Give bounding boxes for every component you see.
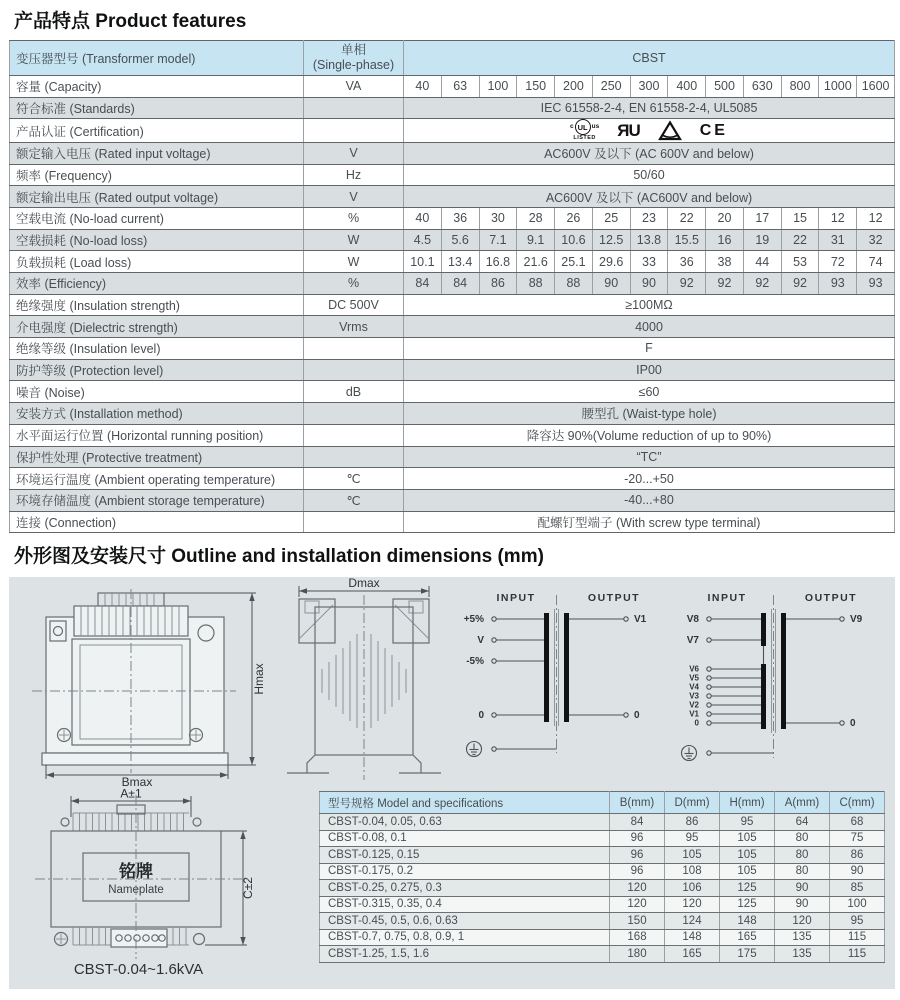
spec-row-unit — [304, 338, 404, 360]
model-cell: 125 — [720, 880, 775, 897]
spec-row-label: 额定输出电压 (Rated output voltage) — [10, 186, 304, 208]
model-cell: 95 — [665, 830, 720, 847]
model-header-cell: H(mm) — [720, 792, 775, 814]
cul-us-listed-icon — [570, 119, 599, 142]
model-cell: 148 — [665, 929, 720, 946]
spec-row-label: 噪音 (Noise) — [10, 381, 304, 403]
spec-span-value: 降容达 90%(Volume reduction of up to 90%) — [404, 424, 895, 446]
outline-panel — [9, 577, 895, 989]
spec-row-unit — [304, 97, 404, 119]
model-cell: 105 — [720, 863, 775, 880]
spec-row — [10, 119, 895, 143]
wiring1-input-terminal: -5% — [466, 656, 484, 667]
spec-span-value: IP00 — [404, 359, 895, 381]
front-view-height-label: Hmax — [252, 663, 266, 695]
spec-cell: 15 — [781, 207, 819, 229]
spec-cell: 92 — [706, 273, 744, 295]
certification-logos — [404, 119, 895, 143]
wiring2-input-terminal: V2 — [689, 700, 699, 710]
spec-row-label: 容量 (Capacity) — [10, 76, 304, 98]
spec-span-value: IEC 61558-2-4, EN 61558-2-4, UL5085 — [404, 97, 895, 119]
spec-row — [10, 359, 895, 381]
wiring2-input-terminal: V6 — [689, 664, 699, 674]
wiring-diagram-multi — [669, 585, 889, 770]
spec-cell: 63 — [441, 76, 479, 98]
spec-cell: 7.1 — [479, 229, 517, 251]
ground-icon — [467, 742, 482, 757]
spec-span-value: “TC” — [404, 446, 895, 468]
spec-span-value: F — [404, 338, 895, 360]
model-cell: 165 — [665, 946, 720, 963]
spec-cell: 12.5 — [592, 229, 630, 251]
spec-row — [10, 316, 895, 338]
spec-span-value: -40...+80 — [404, 489, 895, 511]
wiring-diagram-single — [454, 585, 669, 770]
ground-icon — [682, 746, 697, 761]
model-cell: CBST-1.25, 1.5, 1.6 — [320, 946, 610, 963]
model-cell: 120 — [775, 913, 830, 930]
spec-row — [10, 338, 895, 360]
spec-row-label: 空载损耗 (No-load loss) — [10, 229, 304, 251]
spec-span-value: ≥100MΩ — [404, 294, 895, 316]
spec-cell: 25 — [592, 207, 630, 229]
model-cell: 80 — [775, 830, 830, 847]
model-cell: 105 — [720, 830, 775, 847]
spec-row — [10, 468, 895, 490]
spec-cell: 1000 — [819, 76, 857, 98]
model-cell: 90 — [775, 896, 830, 913]
spec-cell: 88 — [517, 273, 555, 295]
spec-cell: 26 — [555, 207, 593, 229]
wiring2-input-terminal: V4 — [689, 682, 699, 692]
wiring2-input-terminal: V8 — [686, 614, 699, 625]
spec-cell: 28 — [517, 207, 555, 229]
wiring1-output-terminal: 0 — [634, 710, 640, 721]
model-cell: 115 — [830, 929, 885, 946]
spec-cell: 29.6 — [592, 251, 630, 273]
nameplate-label-cn: 铭牌 — [119, 862, 153, 881]
ul-circle: UL — [575, 119, 591, 135]
spec-cell: 250 — [592, 76, 630, 98]
spec-cell: 100 — [479, 76, 517, 98]
spec-cell: 10.6 — [555, 229, 593, 251]
spec-table-body — [10, 41, 895, 533]
model-row — [320, 847, 885, 864]
spec-header-unit-line: 单相 — [340, 43, 366, 57]
spec-row — [10, 294, 895, 316]
spec-row-unit — [304, 359, 404, 381]
model-cell: 96 — [610, 863, 665, 880]
spec-row-unit: DC 500V — [304, 294, 404, 316]
model-table — [319, 791, 885, 963]
model-cell: 108 — [665, 863, 720, 880]
spec-cell: 92 — [781, 273, 819, 295]
model-cell: 120 — [610, 880, 665, 897]
spec-row-label: 介电强度 (Dielectric strength) — [10, 316, 304, 338]
spec-row-unit — [304, 403, 404, 425]
model-cell: 165 — [720, 929, 775, 946]
model-header-row — [320, 792, 885, 814]
spec-row-unit: Vrms — [304, 316, 404, 338]
spec-header-unit — [304, 41, 404, 76]
cul-row — [570, 119, 599, 135]
model-cell: CBST-0.125, 0.15 — [320, 847, 610, 864]
model-cell: 168 — [610, 929, 665, 946]
cul-listed: LISTED — [573, 135, 596, 142]
model-cell: 175 — [720, 946, 775, 963]
spec-row-unit: W — [304, 229, 404, 251]
spec-span-value: 配螺钉型端子 (With screw type terminal) — [404, 511, 895, 533]
spec-row-unit: dB — [304, 381, 404, 403]
spec-cell: 400 — [668, 76, 706, 98]
spec-cell: 36 — [668, 251, 706, 273]
spec-row — [10, 251, 895, 273]
spec-row — [10, 403, 895, 425]
wiring2-output-terminal: 0 — [850, 718, 856, 729]
spec-row — [10, 164, 895, 186]
spec-row-unit — [304, 119, 404, 143]
model-cell: CBST-0.45, 0.5, 0.6, 0.63 — [320, 913, 610, 930]
triangle-cert-icon — [658, 120, 682, 142]
spec-cell: 19 — [743, 229, 781, 251]
spec-cell: 9.1 — [517, 229, 555, 251]
model-cell: 80 — [775, 863, 830, 880]
spec-cell: 86 — [479, 273, 517, 295]
spec-row-label: 绝缘强度 (Insulation strength) — [10, 294, 304, 316]
spec-span-value: AC600V 及以下 (AC 600V and below) — [404, 142, 895, 164]
model-row — [320, 880, 885, 897]
wiring1-output-title: OUTPUT — [587, 592, 641, 604]
wiring1-input-terminal: V — [477, 635, 484, 646]
model-cell: 135 — [775, 946, 830, 963]
spec-row-label: 产品认证 (Certification) — [10, 119, 304, 143]
spec-cell: 22 — [668, 207, 706, 229]
model-row — [320, 863, 885, 880]
spec-row-label: 防护等级 (Protection level) — [10, 359, 304, 381]
spec-cell: 32 — [857, 229, 895, 251]
spec-row — [10, 142, 895, 164]
spec-cell: 93 — [857, 273, 895, 295]
model-cell: 64 — [775, 814, 830, 831]
spec-cell: 20 — [706, 207, 744, 229]
spec-row — [10, 424, 895, 446]
model-cell: 90 — [775, 880, 830, 897]
spec-cell: 92 — [743, 273, 781, 295]
model-cell: 124 — [665, 913, 720, 930]
cul-c: c — [570, 123, 574, 131]
model-cell: 96 — [610, 847, 665, 864]
wiring2-output-title: OUTPUT — [804, 592, 858, 604]
wiring2-output-terminal: V9 — [850, 614, 863, 625]
certification-logo-row — [406, 119, 892, 142]
spec-row-unit: ℃ — [304, 489, 404, 511]
spec-cell: 150 — [517, 76, 555, 98]
spec-cell: 88 — [555, 273, 593, 295]
model-cell: 150 — [610, 913, 665, 930]
spec-cell: 30 — [479, 207, 517, 229]
spec-row — [10, 76, 895, 98]
spec-row-label: 保护性处理 (Protective treatment) — [10, 446, 304, 468]
model-cell: CBST-0.315, 0.35, 0.4 — [320, 896, 610, 913]
spec-row-label: 绝缘等级 (Insulation level) — [10, 338, 304, 360]
top-view-height-label: C±2 — [241, 877, 255, 899]
spec-cell: 500 — [706, 76, 744, 98]
model-cell: 68 — [830, 814, 885, 831]
spec-cell: 84 — [404, 273, 442, 295]
model-cell: 106 — [665, 880, 720, 897]
model-cell: 115 — [830, 946, 885, 963]
model-cell: 105 — [720, 847, 775, 864]
top-view-drawing — [21, 789, 256, 967]
wiring2-input-terminal: 0 — [694, 718, 699, 728]
wiring1-input-title: INPUT — [496, 592, 536, 604]
spec-cell: 16 — [706, 229, 744, 251]
spec-span-value: AC600V 及以下 (AC600V and below) — [404, 186, 895, 208]
model-header-cell: A(mm) — [775, 792, 830, 814]
spec-row-label: 环境存储温度 (Ambient storage temperature) — [10, 489, 304, 511]
spec-row-unit: Hz — [304, 164, 404, 186]
top-view-width-label: A±1 — [120, 789, 142, 801]
spec-row-label: 频率 (Frequency) — [10, 164, 304, 186]
spec-cell: 13.4 — [441, 251, 479, 273]
spec-cell: 300 — [630, 76, 668, 98]
spec-row-label: 符合标准 (Standards) — [10, 97, 304, 119]
spec-cell: 92 — [668, 273, 706, 295]
model-row — [320, 814, 885, 831]
model-cell: 120 — [665, 896, 720, 913]
spec-cell: 16.8 — [479, 251, 517, 273]
spec-cell: 21.6 — [517, 251, 555, 273]
section-title-features: 产品特点 Product features — [14, 11, 247, 32]
spec-row-unit — [304, 446, 404, 468]
spec-row — [10, 273, 895, 295]
model-cell: CBST-0.08, 0.1 — [320, 830, 610, 847]
spec-cell: 630 — [743, 76, 781, 98]
spec-cell: 5.6 — [441, 229, 479, 251]
spec-cell: 22 — [781, 229, 819, 251]
spec-cell: 40 — [404, 76, 442, 98]
model-row — [320, 913, 885, 930]
model-cell: CBST-0.04, 0.05, 0.63 — [320, 814, 610, 831]
model-cell: 120 — [610, 896, 665, 913]
spec-row-unit: % — [304, 273, 404, 295]
side-view-depth-label: Dmax — [348, 577, 380, 590]
model-cell: 96 — [610, 830, 665, 847]
spec-row-label: 连接 (Connection) — [10, 511, 304, 533]
spec-row-unit: V — [304, 186, 404, 208]
spec-span-value: -20...+50 — [404, 468, 895, 490]
spec-cell: 1600 — [857, 76, 895, 98]
spec-cell: 53 — [781, 251, 819, 273]
spec-row — [10, 229, 895, 251]
wiring2-input-terminal: V5 — [689, 673, 699, 683]
ul-recognized-icon: ЯU — [617, 120, 640, 140]
spec-row — [10, 207, 895, 229]
spec-cell: 40 — [404, 207, 442, 229]
spec-row — [10, 446, 895, 468]
model-header-cell: 型号规格 Model and specifications — [320, 792, 610, 814]
ce-mark-icon: CE — [699, 121, 728, 139]
spec-header-row — [10, 41, 895, 76]
spec-cell: 90 — [592, 273, 630, 295]
spec-cell: 12 — [857, 207, 895, 229]
model-cell: 80 — [775, 847, 830, 864]
spec-row-unit — [304, 511, 404, 533]
wiring1-input-terminal: +5% — [463, 614, 484, 625]
spec-cell: 200 — [555, 76, 593, 98]
wiring2-input-terminal: V7 — [686, 635, 699, 646]
spec-cell: 13.8 — [630, 229, 668, 251]
spec-table — [9, 40, 895, 533]
spec-cell: 31 — [819, 229, 857, 251]
model-header-cell: B(mm) — [610, 792, 665, 814]
wiring1-output-terminal: V1 — [634, 614, 647, 625]
spec-row-label: 效率 (Efficiency) — [10, 273, 304, 295]
spec-row — [10, 489, 895, 511]
spec-cell: 90 — [630, 273, 668, 295]
spec-header-unit-line: (Single-phase) — [312, 58, 395, 72]
spec-row-label: 环境运行温度 (Ambient operating temperature) — [10, 468, 304, 490]
model-cell: 148 — [720, 913, 775, 930]
model-row — [320, 946, 885, 963]
spec-cell: 17 — [743, 207, 781, 229]
wiring2-input-terminal: V3 — [689, 691, 699, 701]
spec-row — [10, 381, 895, 403]
spec-span-value: 50/60 — [404, 164, 895, 186]
spec-cell: 93 — [819, 273, 857, 295]
spec-cell: 84 — [441, 273, 479, 295]
spec-cell: 36 — [441, 207, 479, 229]
model-row — [320, 929, 885, 946]
spec-row — [10, 511, 895, 533]
spec-span-value: 腰型孔 (Waist-type hole) — [404, 403, 895, 425]
model-cell: CBST-0.175, 0.2 — [320, 863, 610, 880]
spec-row-label: 水平面运行位置 (Horizontal running position) — [10, 424, 304, 446]
model-cell: CBST-0.7, 0.75, 0.8, 0.9, 1 — [320, 929, 610, 946]
front-view-width-label: Bmax — [121, 775, 153, 787]
spec-row-unit: V — [304, 142, 404, 164]
model-cell: 90 — [830, 863, 885, 880]
model-cell: 180 — [610, 946, 665, 963]
model-cell: 85 — [830, 880, 885, 897]
spec-cell: 38 — [706, 251, 744, 273]
cul-us: us — [591, 123, 600, 131]
model-cell: 75 — [830, 830, 885, 847]
spec-row-unit: W — [304, 251, 404, 273]
front-view-drawing — [24, 587, 269, 787]
model-cell: 105 — [665, 847, 720, 864]
spec-cell: 74 — [857, 251, 895, 273]
spec-span-value: 4000 — [404, 316, 895, 338]
spec-row-label: 空载电流 (No-load current) — [10, 207, 304, 229]
spec-row — [10, 186, 895, 208]
model-cell: 86 — [665, 814, 720, 831]
spec-cell: 4.5 — [404, 229, 442, 251]
spec-cell: 25.1 — [555, 251, 593, 273]
wiring1-input-terminal: 0 — [478, 710, 484, 721]
spec-header-label: 变压器型号 (Transformer model) — [10, 41, 304, 76]
model-table-body — [320, 792, 885, 963]
section-title-outline: 外形图及安装尺寸 Outline and installation dimensions (mm) — [14, 546, 544, 567]
spec-cell: 10.1 — [404, 251, 442, 273]
model-cell: 135 — [775, 929, 830, 946]
spec-cell: 44 — [743, 251, 781, 273]
model-cell: 86 — [830, 847, 885, 864]
spec-row-unit — [304, 424, 404, 446]
model-cell: 95 — [720, 814, 775, 831]
spec-span-value: ≤60 — [404, 381, 895, 403]
spec-cell: 72 — [819, 251, 857, 273]
model-cell: 95 — [830, 913, 885, 930]
model-cell: 125 — [720, 896, 775, 913]
model-cell: CBST-0.25, 0.275, 0.3 — [320, 880, 610, 897]
spec-row-unit: % — [304, 207, 404, 229]
spec-cell: 33 — [630, 251, 668, 273]
model-cell: 100 — [830, 896, 885, 913]
spec-cell: 23 — [630, 207, 668, 229]
model-header-cell: D(mm) — [665, 792, 720, 814]
spec-row-unit: VA — [304, 76, 404, 98]
model-header-cell: C(mm) — [830, 792, 885, 814]
spec-row-label: 额定输入电压 (Rated input voltage) — [10, 142, 304, 164]
spec-row-label: 负载损耗 (Load loss) — [10, 251, 304, 273]
spec-header-series: CBST — [404, 41, 895, 76]
outline-caption: CBST-0.04~1.6kVA — [73, 961, 204, 978]
nameplate-label-en: Nameplate — [108, 884, 164, 896]
side-view-drawing — [271, 577, 456, 782]
model-row — [320, 830, 885, 847]
spec-cell: 800 — [781, 76, 819, 98]
spec-cell: 12 — [819, 207, 857, 229]
wiring2-input-terminal: V1 — [689, 709, 699, 719]
model-row — [320, 896, 885, 913]
spec-row — [10, 97, 895, 119]
spec-cell: 15.5 — [668, 229, 706, 251]
wiring2-input-title: INPUT — [707, 592, 747, 604]
spec-row-label: 安装方式 (Installation method) — [10, 403, 304, 425]
spec-row-unit: ℃ — [304, 468, 404, 490]
model-cell: 84 — [610, 814, 665, 831]
